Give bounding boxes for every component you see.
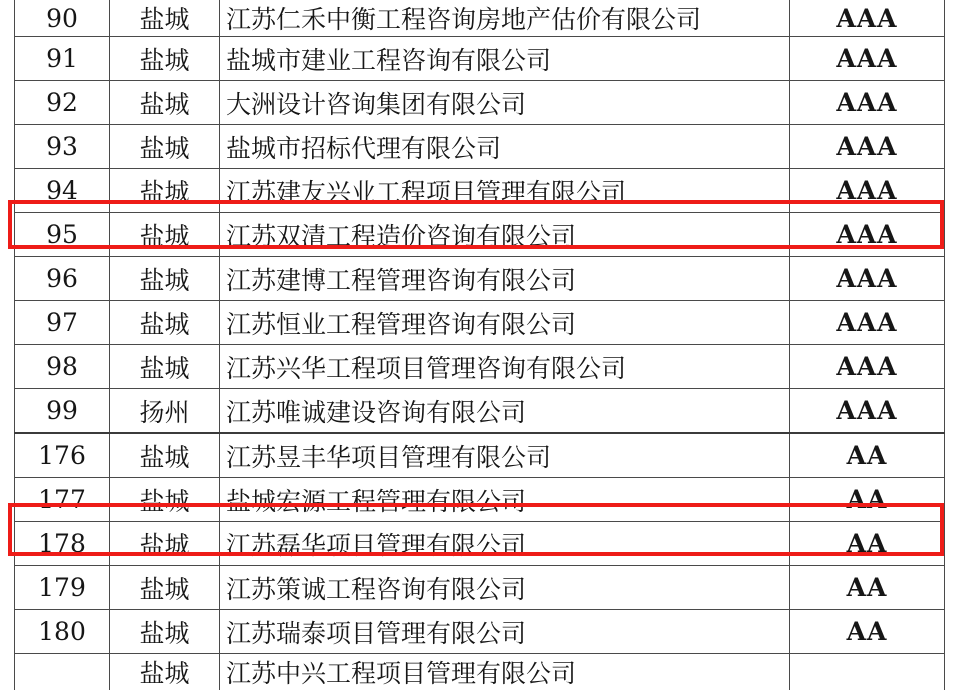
row-city: 盐城 — [110, 169, 220, 213]
table-row — [15, 37, 945, 81]
row-city: 盐城 — [110, 257, 220, 301]
row-city: 扬州 — [110, 389, 220, 434]
row-city: 盐城 — [110, 654, 220, 690]
row-number: 98 — [15, 345, 110, 389]
table-body — [15, 0, 945, 690]
table-row — [15, 610, 945, 654]
row-grade: AA — [790, 522, 945, 566]
row-company-name: 江苏兴华工程项目管理咨询有限公司 — [220, 345, 790, 389]
table-row — [15, 654, 945, 690]
row-city: 盐城 — [110, 478, 220, 522]
row-number: 94 — [15, 169, 110, 213]
table-row — [15, 0, 945, 37]
table-row-highlighted — [15, 522, 945, 566]
table-row — [15, 389, 945, 434]
row-grade: AAA — [790, 0, 945, 37]
qualification-table — [14, 0, 945, 690]
row-number: 180 — [15, 610, 110, 654]
row-company-name: 江苏唯诚建设咨询有限公司 — [220, 389, 790, 434]
row-city: 盐城 — [110, 301, 220, 345]
row-grade: AAA — [790, 389, 945, 434]
row-company-name: 江苏昱丰华项目管理有限公司 — [220, 433, 790, 478]
row-number: 176 — [15, 433, 110, 478]
row-grade: AAA — [790, 81, 945, 125]
row-company-name: 江苏策诚工程咨询有限公司 — [220, 566, 790, 610]
row-company-name: 江苏建博工程管理咨询有限公司 — [220, 257, 790, 301]
table-row — [15, 169, 945, 213]
row-grade: AA — [790, 478, 945, 522]
row-company-name: 盐城宏源工程管理有限公司 — [220, 478, 790, 522]
row-city: 盐城 — [110, 125, 220, 169]
table-row — [15, 345, 945, 389]
row-city: 盐城 — [110, 37, 220, 81]
row-grade: AA — [790, 610, 945, 654]
row-grade — [790, 654, 945, 690]
row-grade: AAA — [790, 257, 945, 301]
row-city: 盐城 — [110, 81, 220, 125]
row-city: 盐城 — [110, 213, 220, 257]
row-grade: AAA — [790, 213, 945, 257]
row-number: 179 — [15, 566, 110, 610]
table-row — [15, 257, 945, 301]
table-row — [15, 433, 945, 478]
row-grade: AAA — [790, 125, 945, 169]
row-company-name: 盐城市建业工程咨询有限公司 — [220, 37, 790, 81]
row-city: 盐城 — [110, 0, 220, 37]
row-grade: AAA — [790, 345, 945, 389]
row-company-name: 盐城市招标代理有限公司 — [220, 125, 790, 169]
row-city: 盐城 — [110, 522, 220, 566]
row-company-name: 江苏建友兴业工程项目管理有限公司 — [220, 169, 790, 213]
row-number: 178 — [15, 522, 110, 566]
row-city: 盐城 — [110, 610, 220, 654]
row-company-name: 江苏仁禾中衡工程咨询房地产估价有限公司 — [220, 0, 790, 37]
row-grade: AAA — [790, 37, 945, 81]
table-row — [15, 301, 945, 345]
row-grade: AAA — [790, 301, 945, 345]
row-number: 99 — [15, 389, 110, 434]
row-number — [15, 654, 110, 690]
row-number: 95 — [15, 213, 110, 257]
table-row — [15, 566, 945, 610]
row-number: 97 — [15, 301, 110, 345]
table-row — [15, 125, 945, 169]
row-company-name: 江苏恒业工程管理咨询有限公司 — [220, 301, 790, 345]
row-number: 90 — [15, 0, 110, 37]
row-city: 盐城 — [110, 345, 220, 389]
row-company-name: 江苏瑞泰项目管理有限公司 — [220, 610, 790, 654]
table-row — [15, 81, 945, 125]
row-number: 177 — [15, 478, 110, 522]
row-number: 91 — [15, 37, 110, 81]
row-company-name: 大洲设计咨询集团有限公司 — [220, 81, 790, 125]
row-number: 93 — [15, 125, 110, 169]
row-city: 盐城 — [110, 566, 220, 610]
row-grade: AA — [790, 566, 945, 610]
row-company-name: 江苏中兴工程项目管理有限公司 — [220, 654, 790, 690]
table-row-highlighted — [15, 213, 945, 257]
row-city: 盐城 — [110, 433, 220, 478]
table-row — [15, 478, 945, 522]
row-grade: AAA — [790, 169, 945, 213]
row-grade: AA — [790, 433, 945, 478]
row-number: 96 — [15, 257, 110, 301]
row-number: 92 — [15, 81, 110, 125]
row-company-name: 江苏磊华项目管理有限公司 — [220, 522, 790, 566]
row-company-name: 江苏双清工程造价咨询有限公司 — [220, 213, 790, 257]
